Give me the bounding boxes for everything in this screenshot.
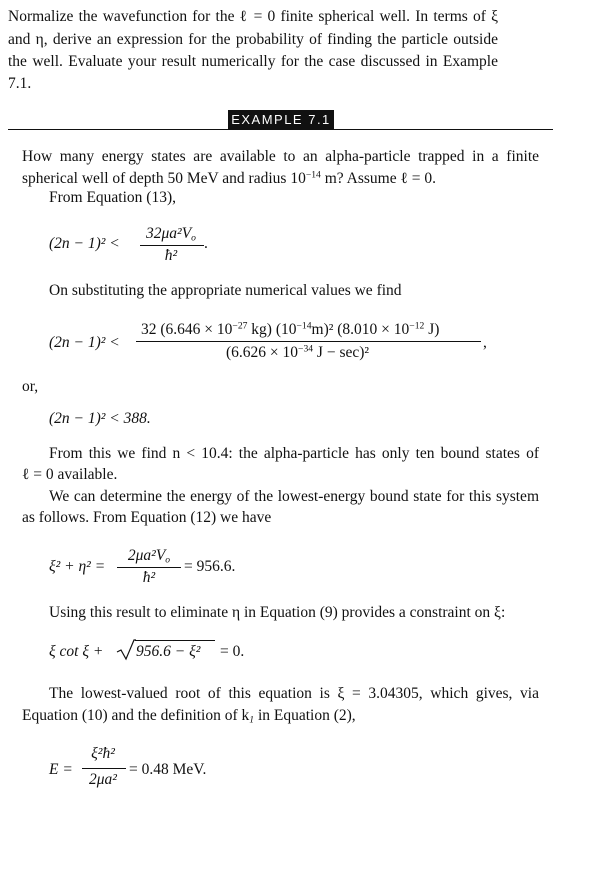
problem-line-1: Normalize the wavefunction for the ℓ = 0 finite spherical well. In terms of ξ <box>8 8 498 25</box>
eq4-lhs: ξ² + η² = <box>49 558 106 575</box>
eq6-fraction-bar <box>82 768 126 769</box>
energy-line-2: as follows. From Equation (12) we have <box>22 509 272 526</box>
question-line-1: How many energy states are available to an alpha-particle trapped in a finite <box>22 148 539 165</box>
eq5-radicand: 956.6 − ξ² <box>136 643 201 660</box>
problem-line-2: and η, derive an expression for the probability of finding the particle outside <box>8 31 498 48</box>
eq2-fraction-bar <box>136 341 481 342</box>
eq2-numerator: 32 ($6.646 \times 10^{-27}$ kg) $(10^{-14}m)^2$ ($8.010 \times 10^{-12}$ J) <box>141 320 440 338</box>
eq6-rhs: = 0.48 MeV. <box>129 761 207 778</box>
example-banner: EXAMPLE 7.1 <box>228 110 334 130</box>
problem-line-4: 7.1. <box>8 75 32 92</box>
eq1-lhs: (2n − 1)² < <box>49 235 120 252</box>
result-line-2: ℓ = 0 available. <box>22 466 118 483</box>
eq4-fraction-bar <box>117 567 181 568</box>
eq1-numerator: $32\mu a^2V_o$ <box>146 225 196 244</box>
eq5-rhs: = 0. <box>220 643 245 660</box>
eq6-denominator: 2μa² <box>89 771 117 788</box>
eq5-lhs: ξ cot ξ + <box>49 643 104 660</box>
eq1-trailing: . <box>204 235 208 252</box>
question-line-2: spherical well of depth 50 MeV and radius $10^{-14}$ m? Assume ℓ = 0. <box>22 169 437 187</box>
problem-line-3: the well. Evaluate your result numerically for the case discussed in Example <box>8 53 498 70</box>
square-root-icon <box>116 639 136 661</box>
eq6-lhs: E = <box>49 761 73 778</box>
equation-3: (2n − 1)² < 388. <box>49 410 151 427</box>
eq2-denominator: ($6.626 \times 10^{-34}$ J − sec)² <box>226 343 370 361</box>
eq6-numerator: ξ²ħ² <box>91 745 115 762</box>
eq4-numerator: $2\mu a^2V_o$ <box>127 547 171 566</box>
sqrt-overline <box>135 640 215 641</box>
eq2-lhs: (2n − 1)² < <box>49 334 120 351</box>
eq4-denominator: ħ² <box>142 569 156 586</box>
eq1-denominator: ħ² <box>164 247 178 264</box>
eq2-trailing: , <box>483 334 487 351</box>
result-line-1: From this we find n < 10.4: the alpha-particle has only ten bound states of <box>49 445 539 462</box>
from-equation-13: From Equation (13), <box>49 189 176 206</box>
energy-line-1: We can determine the energy of the lowest-energy bound state for this system <box>49 488 539 505</box>
root-line-1: The lowest-valued root of this equation is ξ = 3.04305, which gives, via <box>49 685 539 702</box>
using-result-text: Using this result to eliminate η in Equation (9) provides a constraint on ξ: <box>49 604 506 621</box>
root-line-2: Equation (10) and the definition of $k_1$ in Equation (2), <box>22 707 356 726</box>
eq4-rhs: = 956.6. <box>184 558 236 575</box>
substituting-text: On substituting the appropriate numerical values we find <box>49 282 402 299</box>
or-label: or, <box>22 378 39 395</box>
eq1-fraction-bar <box>140 245 204 246</box>
